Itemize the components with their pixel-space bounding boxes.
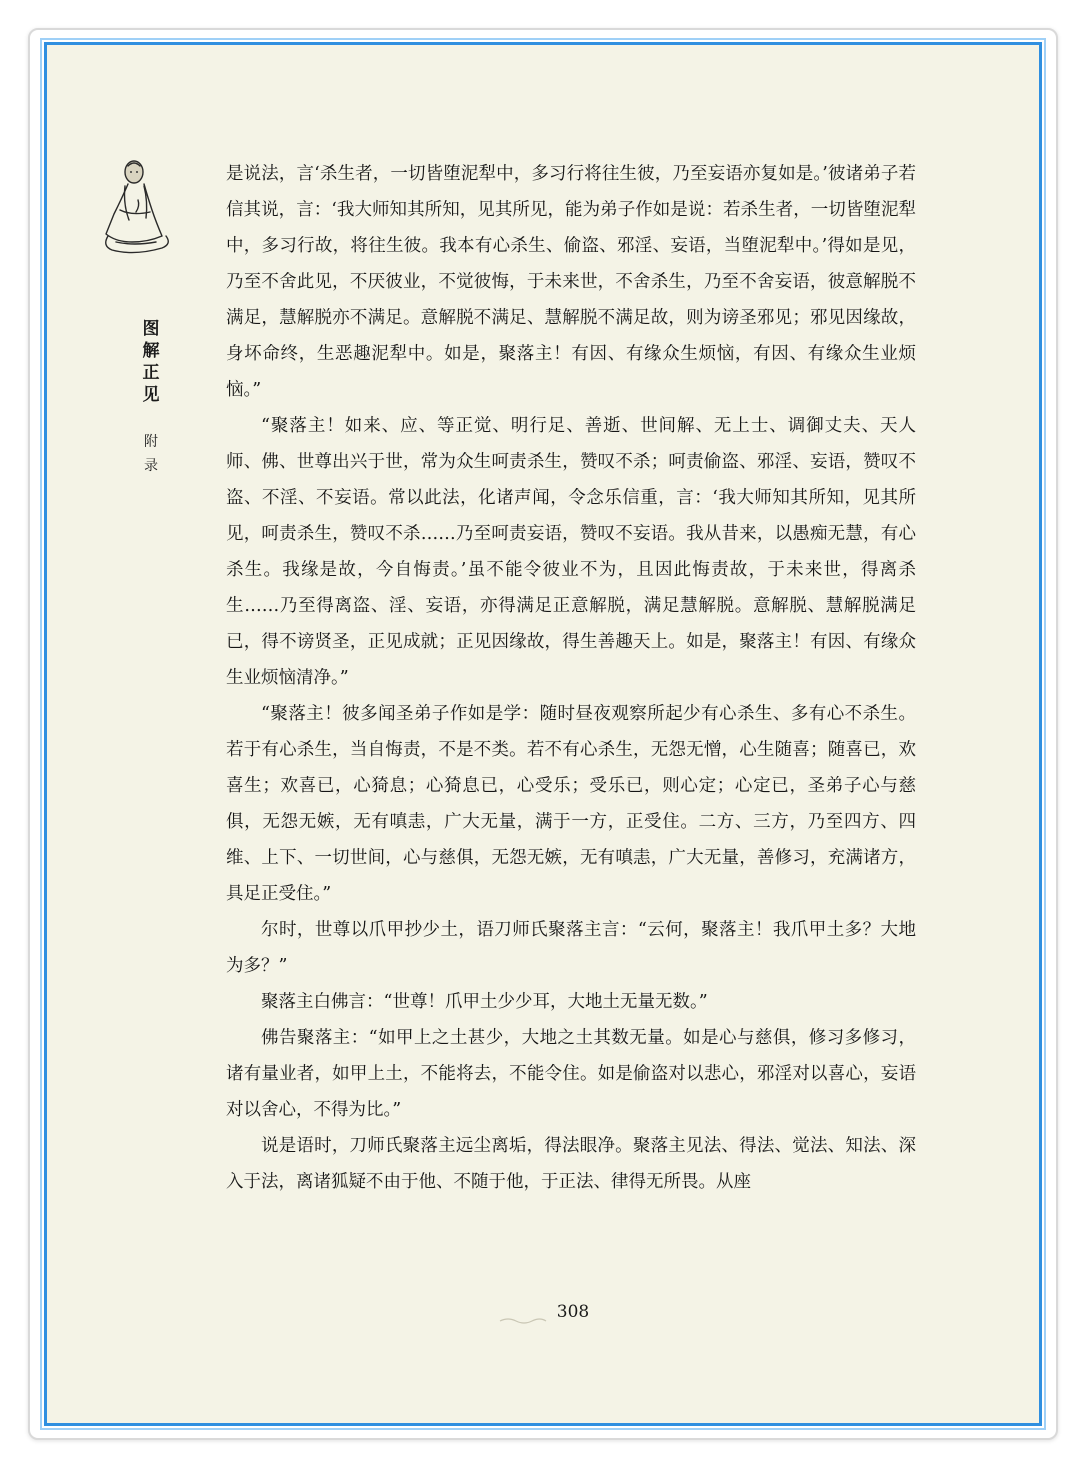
monk-figure-icon — [98, 150, 178, 260]
paragraph: 佛告聚落主：“如甲上之土甚少，大地之土其数无量。如是心与慈俱，修习多修习，诸有量业者，如甲上土，不能将去，不能令住。如是偷盗对以悲心，邪淫对以喜心，妄语对以舍心，不得为比。” — [226, 1028, 916, 1120]
paragraph: “聚落主！如来、应、等正觉、明行足、善逝、世间解、无上士、调御丈夫、天人师、佛、世尊出兴于世，常为众生呵责杀生，赞叹不杀；呵责偷盗、邪淫、妄语，赞叹不盗、不淫、不妄语。常以此法，化诸声闻，令念乐信重，言：‘我大师知其所知，见其所见，呵责杀生，赞叹不杀……乃至呵责妄语，赞叹不妄语。我从昔来，以愚痴无慧，有心杀生。我缘是故，今自悔责。’虽不能令彼业不为，且因此悔责故，于未来世，得离杀生……乃至得离盗、淫、妄语，亦得满足正意解脱，满足慧解脱。意解脱、慧解脱满足已，得不谤贤圣，正见成就；正见因缘故，得生善趣天上。如是，聚落主！有因、有缘众生业烦恼清净。” — [226, 416, 916, 688]
paragraph: 尔时，世尊以爪甲抄少土，语刀师氏聚落主言：“云何，聚落主！我爪甲土多？大地为多？” — [226, 920, 916, 976]
paragraph: 聚落主白佛言：“世尊！爪甲土少少耳，大地土无量无数。” — [261, 992, 708, 1012]
chapter-title-vertical: 图解正见 — [142, 319, 160, 405]
page-number: 308 — [556, 1302, 590, 1322]
section-label-vertical: 附录 — [144, 434, 158, 474]
paragraph: 说是语时，刀师氏聚落主远尘离垢，得法眼净。聚落主见法、得法、觉法、知法、深入于法，离诸狐疑不由于他、不随于他，于正法、律得无所畏。从座 — [226, 1136, 916, 1192]
page-ornament-icon — [498, 1316, 548, 1324]
paragraph: 是说法，言‘杀生者，一切皆堕泥犁中，多习行将往生彼，乃至妄语亦复如是。’彼诸弟子若信其说，言：‘我大师知其所知，见其所见，能为弟子作如是说：若杀生者，一切皆堕泥犁中，多习行故，将往生彼。我本有心杀生、偷盗、邪淫、妄语，当堕泥犁中。’得如是见，乃至不舍此见，不厌彼业，不觉彼悔，于未来世，不舍杀生，乃至不舍妄语，彼意解脱不满足，慧解脱亦不满足。意解脱不满足、慧解脱不满足故，则为谤圣邪见；邪见因缘故，身坏命终，生恶趣泥犁中。如是，聚落主！有因、有缘众生烦恼，有因、有缘众生业烦恼。” — [226, 164, 916, 400]
paragraph: “聚落主！彼多闻圣弟子作如是学：随时昼夜观察所起少有心杀生、多有心不杀生。若于有心杀生，当自悔责，不是不类。若不有心杀生，无怨无憎，心生随喜；随喜已，欢喜生；欢喜已，心猗息；心猗息已，心受乐；受乐已，则心定；心定已，圣弟子心与慈俱，无怨无嫉，无有嗔恚，广大无量，满于一方，正受住。二方、三方，乃至四方、四维、上下、一切世间，心与慈俱，无怨无嫉，无有嗔恚，广大无量，善修习，充满诸方，具足正受住。” — [226, 704, 916, 904]
body-text — [226, 156, 916, 1200]
